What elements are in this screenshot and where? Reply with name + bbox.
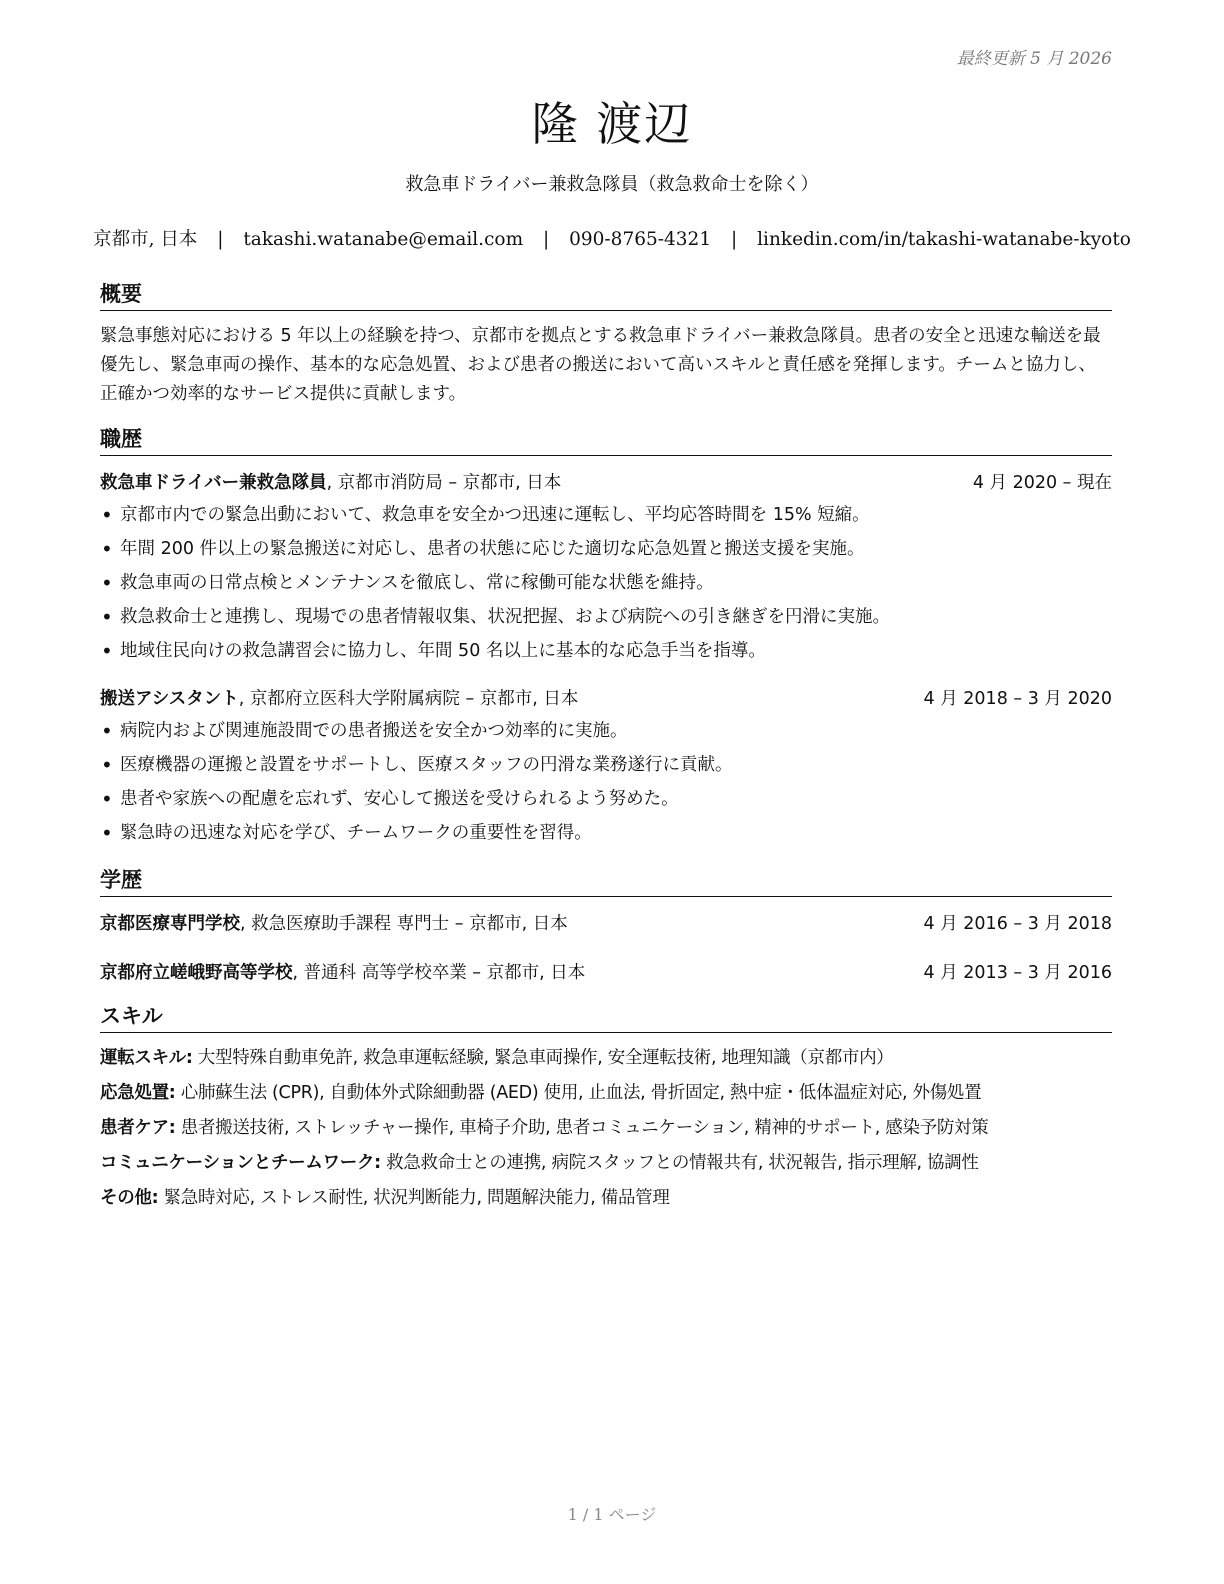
contact-line xyxy=(0,225,1224,251)
skill-row xyxy=(100,1111,1112,1146)
skill-value: 緊急時対応, ストレス耐性, 状況判断能力, 問題解決能力, 備品管理 xyxy=(158,1188,670,1208)
section-title-education: 学歴 xyxy=(100,864,1112,897)
education-line xyxy=(100,909,568,939)
education-date: 4 月 2013 – 3 月 2016 xyxy=(923,963,1112,983)
contact-location: 京都市, 日本 xyxy=(93,229,198,250)
contact-email[interactable]: takashi.watanabe@email.com xyxy=(243,229,524,250)
job-header xyxy=(100,684,1112,714)
skills-list xyxy=(100,1041,1112,1216)
job-bullets xyxy=(100,714,1112,850)
school-name: 京都府立嵯峨野高等学校 xyxy=(100,963,293,983)
job-date: 4 月 2018 – 3 月 2020 xyxy=(923,689,1112,709)
contact-separator: | xyxy=(731,229,738,250)
bullet-item: • 病院内および関連施設間での患者搬送を安全かつ効率的に実施。 xyxy=(100,714,1112,748)
school-detail: , 普通科 高等学校卒業 – 京都市, 日本 xyxy=(292,963,586,983)
skill-label: 運転スキル: xyxy=(100,1048,193,1068)
contact-separator: | xyxy=(217,229,224,250)
skill-row xyxy=(100,1076,1112,1111)
skill-label: 患者ケア: xyxy=(100,1118,176,1138)
job-entry xyxy=(100,468,1112,668)
section-title-experience: 職歴 xyxy=(100,423,1112,456)
job-title-line xyxy=(100,468,561,498)
bullet-item: • 救急救命士と連携し、現場での患者情報収集、状況把握、および病院への引き継ぎを円滑に実施。 xyxy=(100,600,1112,634)
school-detail: , 救急医療助手課程 専門士 – 京都市, 日本 xyxy=(240,914,568,934)
skill-row xyxy=(100,1181,1112,1216)
school-name: 京都医療専門学校 xyxy=(100,914,240,934)
bullet-item: • 年間 200 件以上の緊急搬送に対応し、患者の状態に応じた適切な応急処置と搬送支援を実施。 xyxy=(100,532,1112,566)
job-date: 4 月 2020 – 現在 xyxy=(972,473,1112,493)
person-name: 隆 渡辺 xyxy=(531,97,693,151)
job-bullets xyxy=(100,498,1112,668)
skill-value: 患者搬送技術, ストレッチャー操作, 車椅子介助, 患者コミュニケーション, 精神的サポート, 感染予防対策 xyxy=(175,1118,989,1138)
bullet-item: • 医療機器の運搬と設置をサポートし、医療スタッフの円滑な業務遂行に貢献。 xyxy=(100,748,1112,782)
job-role: 救急車ドライバー兼救急隊員 xyxy=(100,473,327,493)
section-title-skills: スキル xyxy=(100,1000,1112,1033)
skill-row xyxy=(100,1041,1112,1076)
education-line xyxy=(100,958,585,988)
bullet-item: • 京都市内での緊急出動において、救急車を安全かつ迅速に運転し、平均応答時間を 15% 短縮。 xyxy=(100,498,1112,532)
skill-row xyxy=(100,1146,1112,1181)
job-header xyxy=(100,468,1112,498)
summary-text: 緊急事態対応における 5 年以上の経験を持つ、京都市を拠点とする救急車ドライバー兼救急隊員。患者の安全と迅速な輸送を最優先し、緊急車両の操作、基本的な応急処置、および患者の搬送において高いスキルと責任感を発揮します。チームと協力し、正確かつ効率的なサービス提供に貢献します。 xyxy=(100,326,1101,404)
job-role: 搬送アシスタント xyxy=(100,689,239,709)
contact-phone[interactable]: 090-8765-4321 xyxy=(569,229,712,250)
education-date: 4 月 2016 – 3 月 2018 xyxy=(923,914,1112,934)
resume-content xyxy=(100,278,1112,1216)
job-org: , 京都市消防局 – 京都市, 日本 xyxy=(326,473,562,493)
job-title-line xyxy=(100,684,578,714)
skill-label: その他: xyxy=(100,1188,159,1208)
bullet-item: • 地域住民向けの救急講習会に協力し、年間 50 名以上に基本的な応急手当を指導。 xyxy=(100,634,1112,668)
contact-separator: | xyxy=(543,229,550,250)
skill-value: 大型特殊自動車免許, 救急車運転経験, 緊急車両操作, 安全運転技術, 地理知識（京都市内） xyxy=(192,1048,894,1068)
education-entry xyxy=(100,958,1112,988)
bullet-item: • 救急車両の日常点検とメンテナンスを徹底し、常に稼働可能な状態を維持。 xyxy=(100,566,1112,600)
page-number: 1 / 1 ページ xyxy=(567,1505,657,1524)
skill-value: 心肺蘇生法 (CPR), 自動体外式除細動器 (AED) 使用, 止血法, 骨折固定, 熱中症・低体温症対応, 外傷処置 xyxy=(175,1083,982,1103)
education-entry xyxy=(100,909,1112,939)
bullet-item: • 患者や家族への配慮を忘れず、安心して搬送を受けられるよう努めた。 xyxy=(100,782,1112,816)
section-title-summary: 概要 xyxy=(100,278,1112,311)
skill-value: 救急救命士との連携, 病院スタッフとの情報共有, 状況報告, 指示理解, 協調性 xyxy=(380,1153,979,1173)
job-headline: 救急車ドライバー兼救急隊員（救急救命士を除く） xyxy=(405,174,819,195)
skill-label: 応急処置: xyxy=(100,1083,176,1103)
job-org: , 京都府立医科大学附属病院 – 京都市, 日本 xyxy=(238,689,579,709)
last-updated: 最終更新 5 月 2026 xyxy=(956,49,1112,69)
skill-label: コミュニケーションとチームワーク: xyxy=(100,1153,381,1173)
contact-linkedin[interactable]: linkedin.com/in/takashi-watanabe-kyoto xyxy=(757,229,1131,250)
job-entry xyxy=(100,684,1112,850)
bullet-item: • 緊急時の迅速な対応を学び、チームワークの重要性を習得。 xyxy=(100,816,1112,850)
